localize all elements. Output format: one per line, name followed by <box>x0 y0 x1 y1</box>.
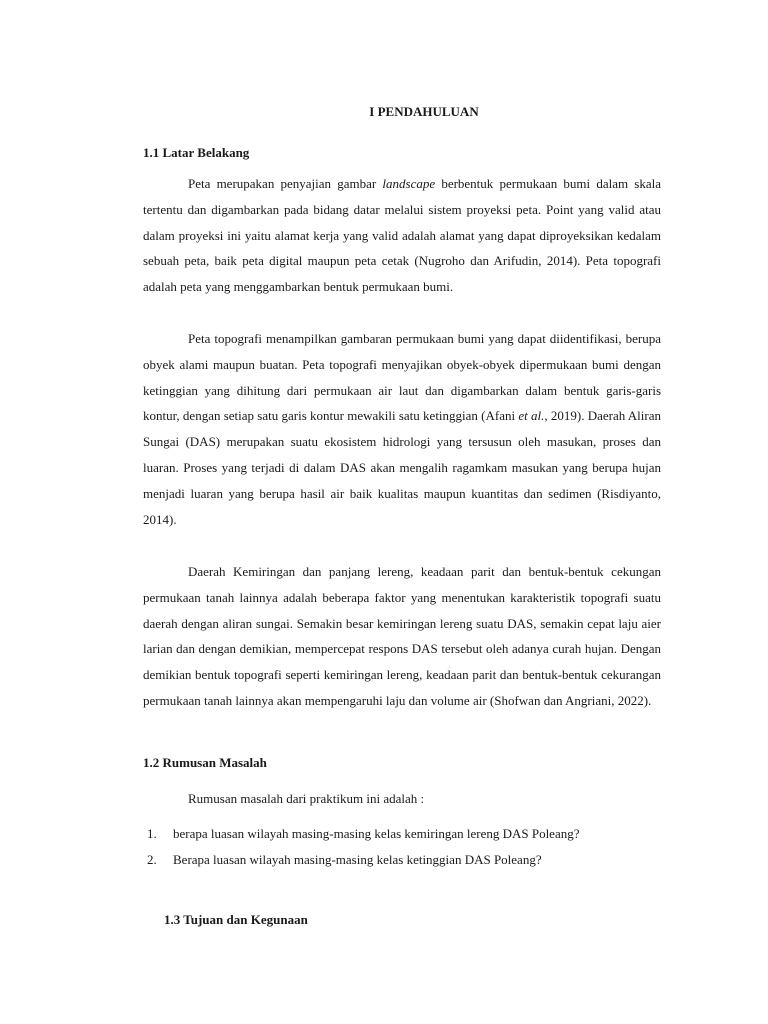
section-heading-latar-belakang: 1.1 Latar Belakang <box>143 145 250 160</box>
list-item: 1. berapa luasan wilayah masing-masing kelas kemiringan lereng DAS Poleang? <box>147 826 580 841</box>
paragraph-peta-topografi: Peta topografi menampilkan gambaran permukaan bumi yang dapat diidentifikasi, berupa obyek alami maupun buatan. Peta topografi menyajikan obyek-obyek dipermukaan bumi dengan ketinggian yang dihitung dari permukaan air laut dan digambarkan dalam bentuk garis-garis kontur, dengan setiap satu garis kontur mewakili satu ketinggian (Afani et al., 2019). Daerah Aliran Sungai (DAS) merupakan suatu ekosistem hidrologi yang tersusun oleh masukan, proses dan luaran. Proses yang terjadi di dalam DAS akan mengalih ragamkam masukan yang berupa hujan menjadi luaran yang berupa hasil air baik kualitas maupun kuantitas dan sedimen (Risdiyanto, 2014). <box>143 331 661 527</box>
paragraph-peta: Peta merupakan penyajian gambar landscape berbentuk permukaan bumi dalam skala tertentu dan digambarkan pada bidang datar melalui sistem proyeksi peta. Point yang valid atau dalam proyeksi ini yaitu alamat kerja yang valid adalah alamat yang dapat diproyeksikan kedalam sebuah peta, baik peta digital maupun peta cetak (Nugroho dan Arifudin, 2014). Peta topografi adalah peta yang menggambarkan bentuk permukaan bumi. <box>143 176 661 295</box>
rumusan-list <box>143 825 703 877</box>
section-heading-tujuan: 1.3 Tujuan dan Kegunaan <box>164 912 308 927</box>
section-heading-rumusan-masalah: 1.2 Rumusan Masalah <box>143 755 267 770</box>
rumusan-lead: Rumusan masalah dari praktikum ini adalah : <box>188 791 425 806</box>
paragraph-kemiringan: Daerah Kemiringan dan panjang lereng, keadaan parit dan bentuk-bentuk cekungan permukaan tanah lainnya adalah beberapa faktor yang menentukan karakteristik topografi suatu daerah dengan aliran sungai. Semakin besar kemiringan lereng suatu DAS, semakin cepat laju aier larian dan dengan demikian, mempercepat respons DAS tersebut oleh adanya curah hujan. Dengan demikian bentuk topografi seperti kemiringan lereng, keadaan parit dan bentuk-bentuk cekurangan permukaan tanah lainnya akan mempengaruhi laju dan volume air (Shofwan dan Angriani, 2022). <box>143 564 661 708</box>
chapter-title: I PENDAHULUAN <box>369 104 479 119</box>
list-item: 2. Berapa luasan wilayah masing-masing kelas ketinggian DAS Poleang? <box>147 852 542 867</box>
